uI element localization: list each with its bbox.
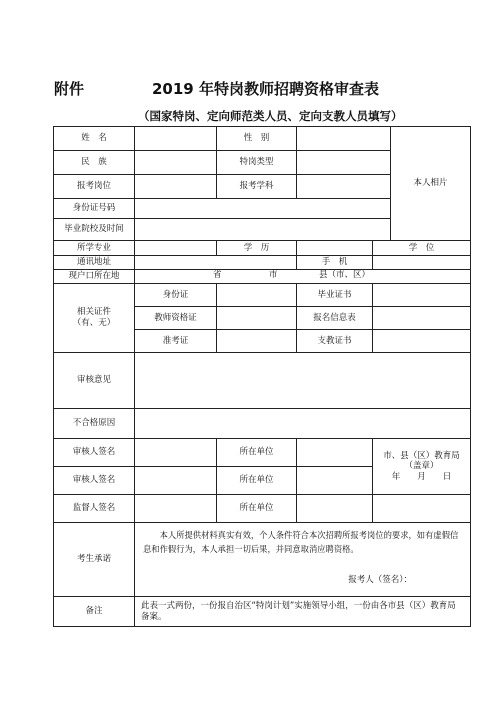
remarks-text: 此表一式两份，一份报自治区“特岗计划”实施领导小组，一份由各市县（区）教育局备案。 (135, 597, 471, 627)
label-admission-ticket: 准考证 (135, 330, 217, 353)
label-unit-2: 所在单位 (217, 467, 297, 495)
hukou-field[interactable] (135, 270, 471, 284)
label-review-opinion: 审核意见 (54, 353, 135, 409)
edu-bureau-line1: 市、县（区）教育局 (383, 450, 460, 461)
grad-school-time-field[interactable] (135, 219, 391, 241)
major-field[interactable] (135, 241, 217, 256)
label-gender: 性 别 (217, 127, 297, 151)
label-ethnicity: 民 族 (54, 151, 135, 175)
photo-box[interactable]: 本人相片 (391, 127, 471, 241)
label-grad-cert: 毕业证书 (297, 284, 373, 307)
label-reviewer-sign-1: 审核人签名 (54, 439, 135, 467)
unit-2-field[interactable] (297, 467, 373, 495)
pledge-text: 本人所提供材料真实有效，个人条件符合本次招聘所报考岗位的要求，如有虚假信息和作假行为，本人承担一切后果，并同意取消应聘资格。 (143, 530, 459, 554)
label-county: 县（市、区） (319, 270, 371, 280)
gender-field[interactable] (297, 127, 391, 151)
review-opinion-field[interactable] (135, 353, 471, 409)
special-type-field[interactable] (297, 151, 391, 175)
label-certs-line1: 相关证件 (76, 307, 111, 318)
pledge-box[interactable] (135, 523, 471, 597)
label-remarks: 备注 (54, 597, 135, 627)
reviewer-sign-2-field[interactable] (135, 467, 217, 495)
label-pledge: 考生承诺 (54, 523, 135, 597)
supervisor-extra-field[interactable] (373, 495, 471, 523)
label-city: 市 (269, 270, 278, 280)
qualification-review-form (53, 126, 471, 627)
education-field[interactable] (297, 241, 373, 256)
unit-1-field[interactable] (297, 439, 373, 467)
label-support-cert: 支教证书 (297, 330, 373, 353)
support-cert-field[interactable] (373, 330, 471, 353)
label-grad-school-time: 毕业院校及时间 (54, 219, 135, 241)
registration-form-field[interactable] (373, 307, 471, 330)
label-degree: 学 位 (373, 241, 471, 256)
reviewer-sign-1-field[interactable] (135, 439, 217, 467)
label-teacher-cert: 教师资格证 (135, 307, 217, 330)
label-certs-line2: （有、无） (72, 318, 116, 328)
grad-cert-field[interactable] (373, 284, 471, 307)
document-title: 2019 年特岗教师招聘资格审查表 (152, 80, 379, 98)
edu-bureau-stamp-box[interactable] (373, 439, 471, 495)
document-subtitle: （国家特岗、定向师范类人员、定向支教人员填写） (138, 109, 403, 123)
id-number-field[interactable] (135, 199, 391, 219)
mobile-field[interactable] (373, 256, 471, 270)
label-id-card: 身份证 (135, 284, 217, 307)
label-province: 省 (213, 270, 222, 280)
label-special-type: 特岗类型 (217, 151, 297, 175)
label-certs (54, 284, 135, 353)
label-unit-1: 所在单位 (217, 439, 297, 467)
applicant-sign-label: 报考人（签名）： (348, 575, 412, 586)
label-apply-post: 报考岗位 (54, 175, 135, 199)
supervisor-sign-field[interactable] (135, 495, 217, 523)
label-education: 学 历 (217, 241, 297, 256)
label-address: 通讯地址 (54, 256, 135, 270)
label-fail-reason: 不合格原因 (54, 409, 135, 439)
ethnicity-field[interactable] (135, 151, 217, 175)
id-card-field[interactable] (217, 284, 297, 307)
label-major: 所学专业 (54, 241, 135, 256)
label-name: 姓 名 (54, 127, 135, 151)
label-id-number: 身份证号码 (54, 199, 135, 219)
label-hukou: 现户口所在地 (54, 270, 135, 284)
unit-3-field[interactable] (297, 495, 373, 523)
label-supervisor-sign: 监督人签名 (54, 495, 135, 523)
label-registration-form: 报名信息表 (297, 307, 373, 330)
apply-post-field[interactable] (135, 175, 217, 199)
edu-bureau-date: 年 月 日 (391, 471, 452, 482)
teacher-cert-field[interactable] (217, 307, 297, 330)
admission-ticket-field[interactable] (217, 330, 297, 353)
apply-subject-field[interactable] (297, 175, 391, 199)
address-field[interactable] (135, 256, 297, 270)
edu-bureau-line2: （盖章） (404, 461, 439, 472)
label-apply-subject: 报考学科 (217, 175, 297, 199)
label-reviewer-sign-2: 审核人签名 (54, 467, 135, 495)
attachment-label: 附件 (54, 80, 85, 98)
fail-reason-field[interactable] (135, 409, 471, 439)
name-field[interactable] (135, 127, 217, 151)
document-header (54, 76, 474, 102)
label-unit-3: 所在单位 (217, 495, 297, 523)
label-mobile: 手 机 (297, 256, 373, 270)
